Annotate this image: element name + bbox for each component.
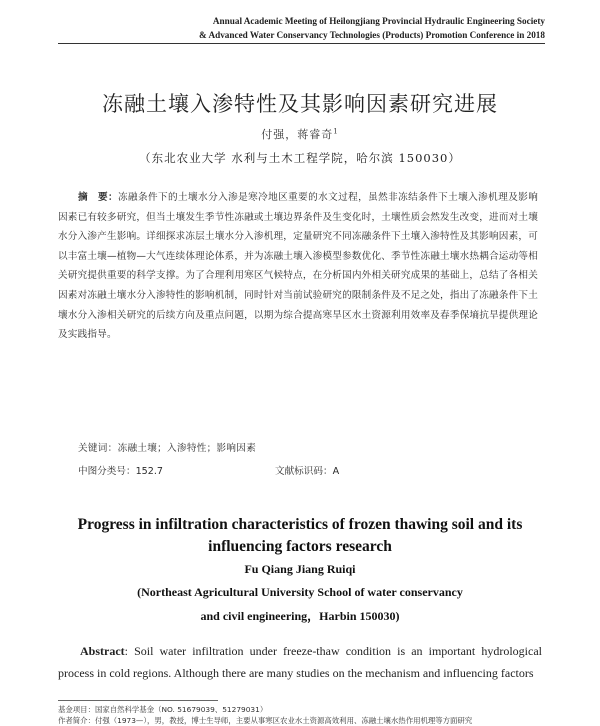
doc-code-value: A bbox=[332, 466, 340, 477]
clc-number bbox=[78, 463, 163, 477]
chinese-abstract-text: 冻融条件下的土壤水分入渗是寒冷地区重要的水文过程，虽然非冻结条件下土壤入渗机理及影响因素已有较多研究，但当土壤发生季节性冻融或土壤边界条件及生变化时，土壤性质会然发生改变，进而对土壤水分入渗产生影响。详细探求冻层土壤水分入渗机理，定量研究不同冻融条件下土壤入渗特性及其影响因素，可以丰富土壤—植物—大气连续体理论体系，并为冻融土壤入渗模型参数优化、季节性冻融土壤水热耦合运动等相关研究提供重要的科学支撑。为了合理利用寒区气候特点，在分析国内外相关研究成果的基础上，总结了各相关因素对冻融土壤水分入渗特性的影响机制，同时针对当前试验研究的限制条件及不足之处，指出了冻融条件下土壤水分入渗相关研究的后续方向及重点问题，以期为综合提高寒旱区水土资源利用效率及春季保墒抗旱提供理论及实践指导。 bbox=[58, 192, 538, 341]
english-title-line2: influencing factors research bbox=[208, 538, 392, 555]
keywords-label: 关键词： bbox=[78, 443, 118, 454]
chinese-keywords bbox=[78, 440, 256, 454]
document-code bbox=[275, 463, 339, 477]
doc-code-label: 文献标识码： bbox=[275, 466, 333, 477]
chinese-title: 冻融土壤入渗特性及其影响因素研究进展 bbox=[102, 92, 498, 116]
english-abstract-text: : Soil water infiltration under freeze-thaw condition is an important hydrological process in cold regions. Although there are many studies on the mechanism and influencing factors bbox=[58, 644, 542, 680]
english-abstract bbox=[58, 640, 542, 684]
english-title-line1: Progress in infiltration characteristics of frozen thawing soil and its bbox=[77, 516, 523, 533]
english-abstract-label: Abstract bbox=[80, 644, 125, 658]
chinese-affiliation: （东北农业大学 水利与土木工程学院，哈尔滨 150030） bbox=[139, 151, 461, 165]
english-affiliation-line1: (Northeast Agricultural University School of water conservancy bbox=[137, 585, 463, 599]
chinese-authors bbox=[0, 126, 600, 142]
footnote-fund: 基金项目：国家自然科学基金（NO. 51679039、51279031） bbox=[58, 705, 268, 714]
conference-header-line1: Annual Academic Meeting of Heilongjiang Provincial Hydraulic Engineering Society bbox=[212, 16, 545, 26]
chinese-abstract-label: 摘 要： bbox=[78, 192, 119, 203]
english-affiliation-line2: and civil engineering，Harbin 150030) bbox=[200, 609, 400, 623]
header-rule bbox=[58, 43, 545, 44]
footnote-author-bio: 作者简介：付强（1973—），男，教授，博士生导师，主要从事寒区农业水土资源高效利用、冻融土壤水热作用机理等方面研究 bbox=[58, 716, 473, 725]
author-superscript: 1 bbox=[333, 127, 339, 136]
conference-header bbox=[125, 14, 545, 42]
footnote-rule bbox=[58, 700, 218, 701]
clc-value: 152.7 bbox=[135, 466, 164, 477]
footnotes bbox=[58, 704, 538, 726]
english-title bbox=[60, 514, 540, 558]
clc-label: 中图分类号： bbox=[78, 466, 136, 477]
keywords-value: 冻融土壤；入渗特性；影响因素 bbox=[117, 443, 257, 454]
chinese-authors-names: 付强，蒋睿奇 bbox=[261, 128, 334, 141]
chinese-abstract bbox=[58, 188, 538, 345]
english-authors: Fu Qiang Jiang Ruiqi bbox=[244, 562, 356, 576]
conference-header-line2: & Advanced Water Conservancy Technologies (Products) Promotion Conference in 2018 bbox=[199, 30, 545, 40]
